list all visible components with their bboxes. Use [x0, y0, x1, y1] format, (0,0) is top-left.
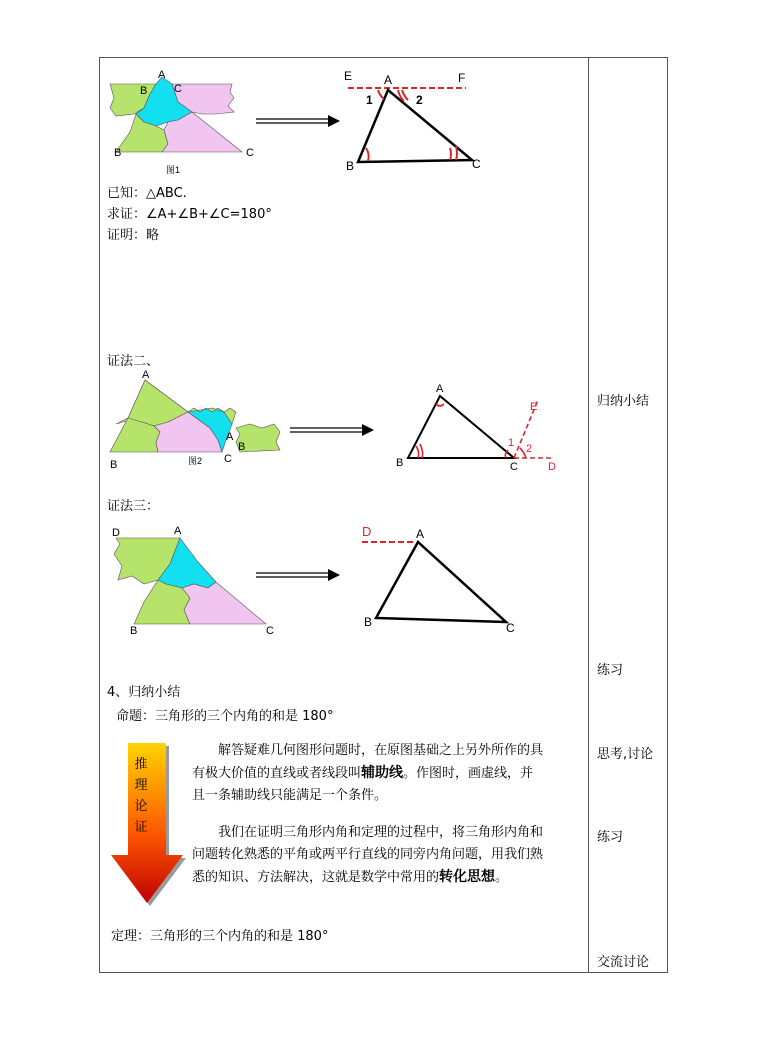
arrow-char-4: 证 — [134, 820, 148, 835]
tri3-point-a: A — [416, 527, 425, 541]
arrow-text — [133, 754, 149, 838]
fig1-point-b-top: B — [140, 85, 148, 97]
pink-piece — [182, 582, 266, 624]
fig1-caption: 图1 — [166, 165, 181, 175]
prove-text: 求证：∠A+∠B+∠C=180° — [107, 207, 272, 222]
tri1-point-b: B — [346, 159, 355, 173]
column-divider — [588, 57, 589, 973]
proof-text: 证明：略 — [107, 228, 160, 243]
para1-after: 。作图时，画虚线，并且一条辅助线只能满足一个条件。 — [192, 766, 534, 803]
arrow-char-3: 论 — [134, 799, 148, 814]
triangle-1-parallel — [340, 68, 480, 178]
side-label-discuss: 交流讨论 — [597, 955, 650, 970]
fig1-point-b: B — [114, 147, 122, 159]
tri2-point-c: C — [510, 461, 518, 473]
tri1-point-f: F — [458, 71, 466, 85]
method-3-heading: 证法三： — [107, 499, 160, 514]
para1-before: 解答疑难几何图形问题时，在原图基础之上另外所作的具有极大价值的直线或者线段叫 — [192, 743, 544, 781]
fig2-point-b: B — [110, 459, 118, 471]
arrow-char-2: 理 — [134, 778, 148, 793]
section-heading: 4、归纳小结 — [107, 685, 181, 700]
fig1-point-c: C — [246, 147, 254, 159]
tri2-angle-2: 2 — [526, 443, 533, 455]
tri2-point-a: A — [436, 383, 444, 395]
theorem-text: 定理：三角形的三个内角的和是 180° — [111, 929, 329, 944]
tri1-point-e: E — [344, 69, 353, 83]
auxiliary-line-paragraph — [192, 740, 544, 807]
fig3-point-c: C — [266, 625, 274, 637]
fig2-point-a-right: A — [226, 431, 234, 443]
para1-bold: 辅助线 — [361, 765, 404, 781]
method-2-heading: 证法二、 — [107, 354, 160, 369]
proposition-text: 命题：三角形的三个内角的和是 180° — [116, 709, 334, 724]
tri1-angle-1: 1 — [366, 93, 373, 107]
fig1-point-a: A — [158, 69, 166, 81]
double-arrow-2 — [290, 424, 376, 436]
double-arrow-3 — [256, 569, 342, 581]
side-label-practice-1: 练习 — [597, 663, 624, 678]
tri3-point-c: C — [506, 621, 515, 635]
figure-1-paper-model — [106, 69, 254, 180]
fig3-point-d: D — [112, 527, 120, 539]
triangle-2-extended — [392, 382, 562, 474]
tri3-point-b: B — [364, 615, 373, 629]
tri2-angle-1: 1 — [508, 437, 515, 449]
fig2-point-c: C — [224, 453, 232, 465]
tri2-point-e: E — [530, 401, 538, 413]
tri1-angle-2: 2 — [416, 93, 423, 107]
fig3-point-a: A — [174, 525, 182, 537]
para2-after: 。 — [495, 870, 509, 885]
side-label-summary: 归纳小结 — [597, 394, 650, 409]
fig2-point-a: A — [142, 369, 150, 381]
tri2-point-b: B — [396, 457, 404, 469]
para2-bold: 转化思想 — [439, 869, 496, 885]
arrow-char-1: 推 — [134, 757, 148, 772]
tri2-point-d: D — [548, 461, 556, 473]
fig2-caption: 图2 — [188, 456, 203, 466]
fig1-point-c-top: C — [174, 83, 182, 95]
tri1-point-a: A — [384, 73, 393, 87]
figure-2-paper-model — [108, 369, 283, 471]
fig2-point-b-right: B — [238, 441, 246, 453]
tri3-point-d: D — [362, 524, 372, 539]
side-label-think: 思考,讨论 — [597, 747, 654, 762]
para2-before: 我们在证明三角形内角和定理的过程中，将三角形内角和问题转化熟悉的平角或两平行直线的同旁内角问题，用我们熟悉的知识、方法解决，这就是数学中常用的 — [192, 825, 544, 885]
tri1-point-c: C — [472, 157, 481, 171]
fig3-point-b: B — [130, 625, 138, 637]
triangle-3-parallel — [356, 522, 526, 634]
side-label-practice-2: 练习 — [597, 830, 624, 845]
double-arrow-1 — [256, 115, 342, 127]
given-text: 已知：△ABC. — [107, 186, 187, 201]
transformation-paragraph — [192, 822, 544, 889]
